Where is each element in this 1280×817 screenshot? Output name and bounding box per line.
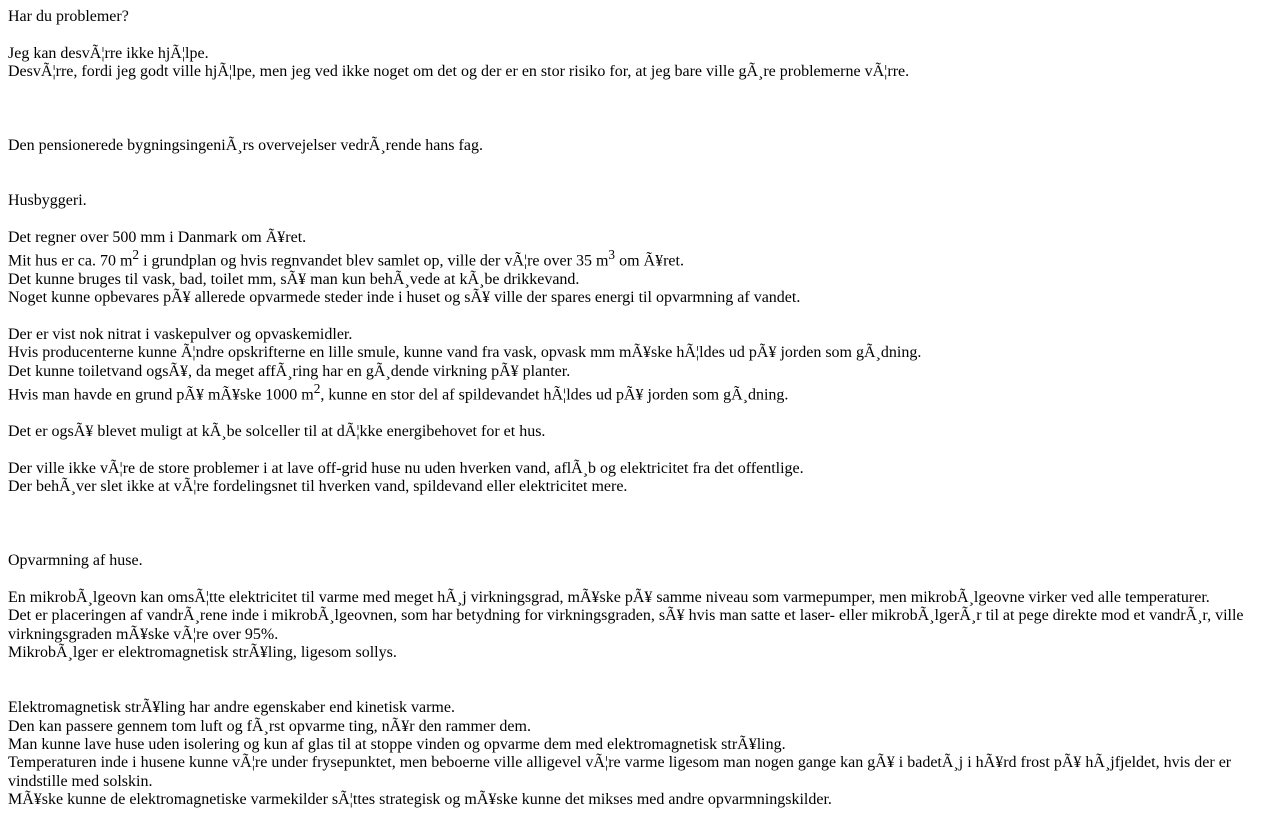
text-line bbox=[8, 699, 1272, 717]
text-line bbox=[8, 736, 1272, 754]
blank-line bbox=[8, 570, 1272, 588]
text-segment: MÃ¥ske kunne de elektromagnetiske varmekilder sÃ¦ttes strategisk og mÃ¥ske kunne det mikses med andre opvarmningskilder. bbox=[8, 791, 832, 809]
blank-line bbox=[8, 534, 1272, 552]
blank-line bbox=[8, 681, 1272, 699]
text-segment: Der ville ikke vÃ¦re de store problemer i at lave off-grid huse nu uden hverken vand, aflÃ¸b og elektricitet fra det offentlige. bbox=[8, 460, 804, 478]
text-segment: Noget kunne opbevares pÃ¥ allerede opvarmede steder inde i huset og sÃ¥ ville der spares energi til opvarmning af vandet. bbox=[8, 289, 801, 307]
text-segment: Hvis man havde en grund pÃ¥ mÃ¥ske 1000 m bbox=[8, 386, 314, 404]
text-line bbox=[8, 137, 1272, 155]
text-line bbox=[8, 363, 1272, 381]
text-segment: Det kunne bruges til vask, bad, toilet mm, sÃ¥ man kun behÃ¸vede at kÃ¸be drikkevand. bbox=[8, 270, 580, 288]
superscript: 2 bbox=[313, 381, 321, 397]
text-line bbox=[8, 589, 1272, 607]
blank-line bbox=[8, 82, 1272, 100]
text-segment: Der er vist nok nitrat i vaskepulver og opvaskemidler. bbox=[8, 325, 353, 343]
superscript: 2 bbox=[132, 247, 140, 263]
blank-line bbox=[8, 515, 1272, 533]
text-segment: , kunne en stor del af spildevandet hÃ¦ldes ud pÃ¥ jorden som gÃ¸dning. bbox=[320, 386, 789, 404]
text-line bbox=[8, 607, 1272, 644]
text-line bbox=[8, 247, 1272, 271]
text-segment: Elektromagnetisk strÃ¥ling har andre egenskaber end kinetisk varme. bbox=[8, 699, 455, 717]
text-line bbox=[8, 8, 1272, 26]
document-body bbox=[8, 8, 1272, 809]
text-segment: Det er ogsÃ¥ blevet muligt at kÃ¸be solceller til at dÃ¦kke energibehovet for et hus. bbox=[8, 423, 546, 441]
text-line bbox=[8, 552, 1272, 570]
text-line bbox=[8, 718, 1272, 736]
text-line bbox=[8, 289, 1272, 307]
blank-line bbox=[8, 662, 1272, 680]
text-line bbox=[8, 63, 1272, 81]
blank-line bbox=[8, 155, 1272, 173]
text-segment: i grundplan og hvis regnvandet blev samlet op, ville der vÃ¦re over 35 m bbox=[139, 252, 609, 270]
text-segment: MikrobÃ¸lger er elektromagnetisk strÃ¥ling, ligesom sollys. bbox=[8, 643, 397, 661]
text-segment: Opvarmning af huse. bbox=[8, 551, 143, 569]
blank-line bbox=[8, 442, 1272, 460]
blank-line bbox=[8, 308, 1272, 326]
superscript: 3 bbox=[608, 247, 616, 263]
text-line bbox=[8, 192, 1272, 210]
text-line bbox=[8, 45, 1272, 63]
text-line bbox=[8, 326, 1272, 344]
text-segment: Hvis producenterne kunne Ã¦ndre opskrifterne en lille smule, kunne vand fra vask, opvask mm mÃ¥ske hÃ¦ldes ud pÃ¥ jorden som gÃ¸dning. bbox=[8, 344, 922, 362]
text-segment: Har du problemer? bbox=[8, 8, 129, 25]
text-segment: om Ã¥ret. bbox=[615, 252, 684, 270]
text-segment: Man kunne lave huse uden isolering og kun af glas til at stoppe vinden og opvarme dem med elektromagnetisk strÃ¥ling. bbox=[8, 735, 786, 753]
text-segment: Husbyggeri. bbox=[8, 191, 87, 209]
text-segment: DesvÃ¦rre, fordi jeg godt ville hjÃ¦lpe, men jeg ved ikke noget om det og der er en stor risiko for, at jeg bare ville gÃ¸re problemerne vÃ¦rre. bbox=[8, 63, 910, 81]
text-segment: Jeg kan desvÃ¦rre ikke hjÃ¦lpe. bbox=[8, 44, 209, 62]
text-segment: Den pensionerede bygningsingeniÃ¸rs overvejelser vedrÃ¸rende hans fag. bbox=[8, 136, 483, 154]
blank-line bbox=[8, 405, 1272, 423]
blank-line bbox=[8, 210, 1272, 228]
blank-line bbox=[8, 118, 1272, 136]
text-line bbox=[8, 271, 1272, 289]
text-line bbox=[8, 791, 1272, 809]
text-line bbox=[8, 478, 1272, 496]
text-segment: Temperaturen inde i husene kunne vÃ¦re under frysepunktet, men beboerne ville alligevel vÃ¦re varme ligesom man nogen gange kan gÃ¥ i badetÃ¸j i hÃ¥rd frost pÃ¥ hÃ¸jfjeldet, hvis der er vindstille med solskin. bbox=[8, 754, 1232, 790]
text-segment: Der behÃ¸ver slet ikke at vÃ¦re fordelingsnet til hverken vand, spildevand eller elektricitet mere. bbox=[8, 478, 628, 496]
text-line bbox=[8, 344, 1272, 362]
text-segment: Det regner over 500 mm i Danmark om Ã¥ret. bbox=[8, 228, 307, 246]
text-segment: Det kunne toiletvand ogsÃ¥, da meget affÃ¸ring har en gÃ¸dende virkning pÃ¥ planter. bbox=[8, 362, 571, 380]
blank-line bbox=[8, 26, 1272, 44]
text-line bbox=[8, 644, 1272, 662]
text-line bbox=[8, 754, 1272, 791]
text-segment: En mikrobÃ¸lgeovn kan omsÃ¦tte elektricitet til varme med meget hÃ¸j virkningsgrad, mÃ¥ske pÃ¥ samme niveau som varmepumper, men mikrobÃ¸lgeovne virker ved alle temperaturer. bbox=[8, 588, 1210, 606]
text-segment: Den kan passere gennem tom luft og fÃ¸rst opvarme ting, nÃ¥r den rammer dem. bbox=[8, 717, 531, 735]
text-segment: Det er placeringen af vandrÃ¸rene inde i mikrobÃ¸lgeovnen, som har betydning for virkningsgraden, sÃ¥ hvis man satte et laser- eller mikrobÃ¸lgerÃ¸r til at pege direkte mod et vandrÃ¸r, ville virkningsgraden mÃ¥ske vÃ¦re over 95%. bbox=[8, 607, 1244, 643]
text-segment: Mit hus er ca. 70 m bbox=[8, 252, 133, 270]
text-line bbox=[8, 229, 1272, 247]
blank-line bbox=[8, 100, 1272, 118]
blank-line bbox=[8, 497, 1272, 515]
text-line bbox=[8, 381, 1272, 405]
blank-line bbox=[8, 174, 1272, 192]
text-line bbox=[8, 423, 1272, 441]
text-line bbox=[8, 460, 1272, 478]
